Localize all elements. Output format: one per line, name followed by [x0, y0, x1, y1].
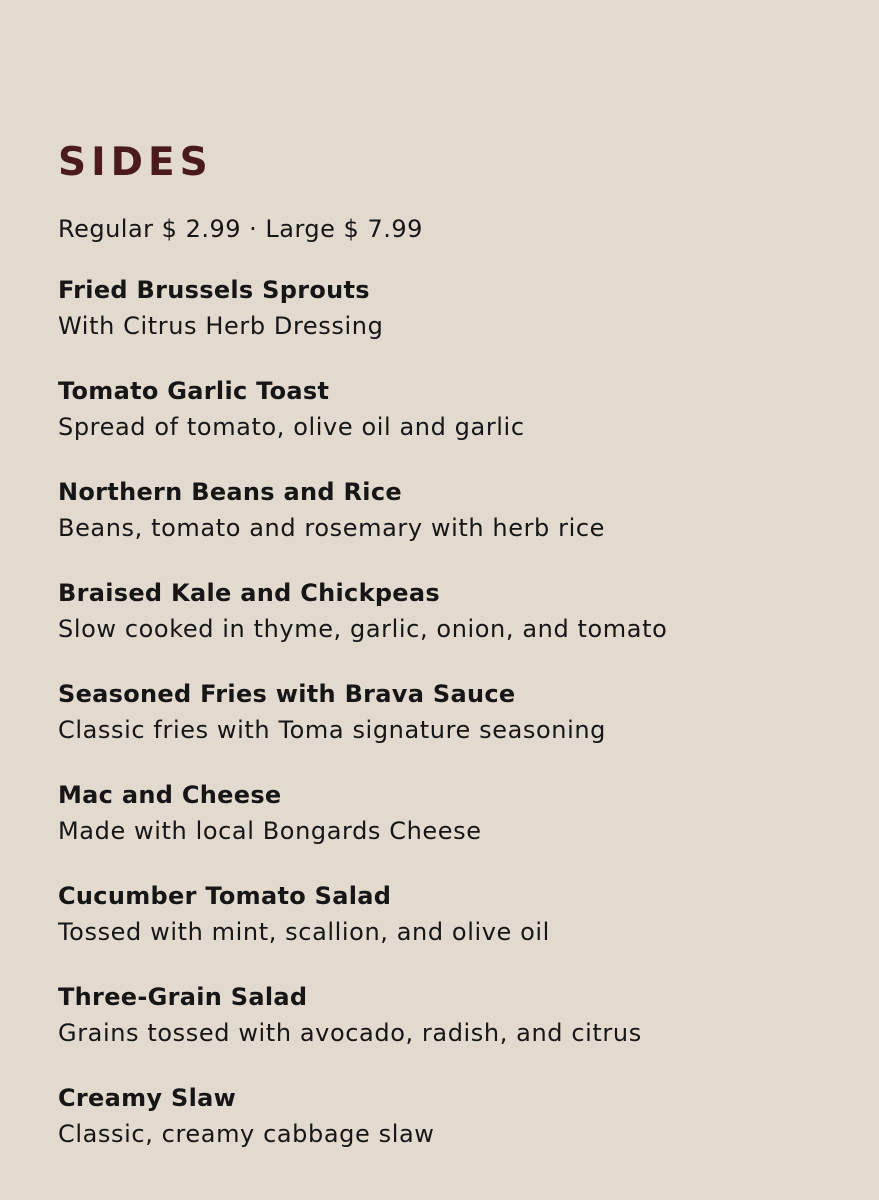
- menu-item-name: Creamy Slaw: [58, 1084, 237, 1112]
- menu-item-description: With Citrus Herb Dressing: [58, 312, 384, 340]
- menu-item-description: Made with local Bongards Cheese: [58, 817, 482, 845]
- menu-item: [58, 780, 879, 881]
- menu-item-name: Cucumber Tomato Salad: [58, 882, 392, 910]
- menu-item-description: Tossed with mint, scallion, and olive oil: [58, 918, 550, 946]
- menu-item: [58, 477, 879, 578]
- menu-item: [58, 982, 879, 1083]
- price-line: Regular $ 2.99 · Large $ 7.99: [58, 215, 423, 243]
- menu-item: [58, 679, 879, 780]
- menu-item-description: Beans, tomato and rosemary with herb rice: [58, 514, 606, 542]
- menu-item-name: Northern Beans and Rice: [58, 478, 402, 506]
- menu-item-description: Grains tossed with avocado, radish, and citrus: [58, 1019, 642, 1047]
- menu-item: [58, 376, 879, 477]
- menu-item-description: Classic fries with Toma signature seasoning: [58, 716, 607, 744]
- menu-item-name: Mac and Cheese: [58, 781, 282, 809]
- menu-item-name: Seasoned Fries with Brava Sauce: [58, 680, 516, 708]
- menu-item: [58, 275, 879, 376]
- menu-item: [58, 578, 879, 679]
- menu-item-description: Spread of tomato, olive oil and garlic: [58, 413, 525, 441]
- menu-item-description: Classic, creamy cabbage slaw: [58, 1120, 435, 1148]
- menu-item-name: Braised Kale and Chickpeas: [58, 579, 440, 607]
- menu-item: [58, 881, 879, 982]
- menu-item: [58, 1083, 879, 1184]
- menu-item-name: Tomato Garlic Toast: [58, 377, 330, 405]
- menu-section-title: SIDES: [58, 140, 213, 185]
- menu-item-description: Slow cooked in thyme, garlic, onion, and tomato: [58, 615, 668, 643]
- menu-item-list: [58, 275, 879, 1184]
- menu-item-name: Fried Brussels Sprouts: [58, 276, 370, 304]
- menu-item-name: Three-Grain Salad: [58, 983, 308, 1011]
